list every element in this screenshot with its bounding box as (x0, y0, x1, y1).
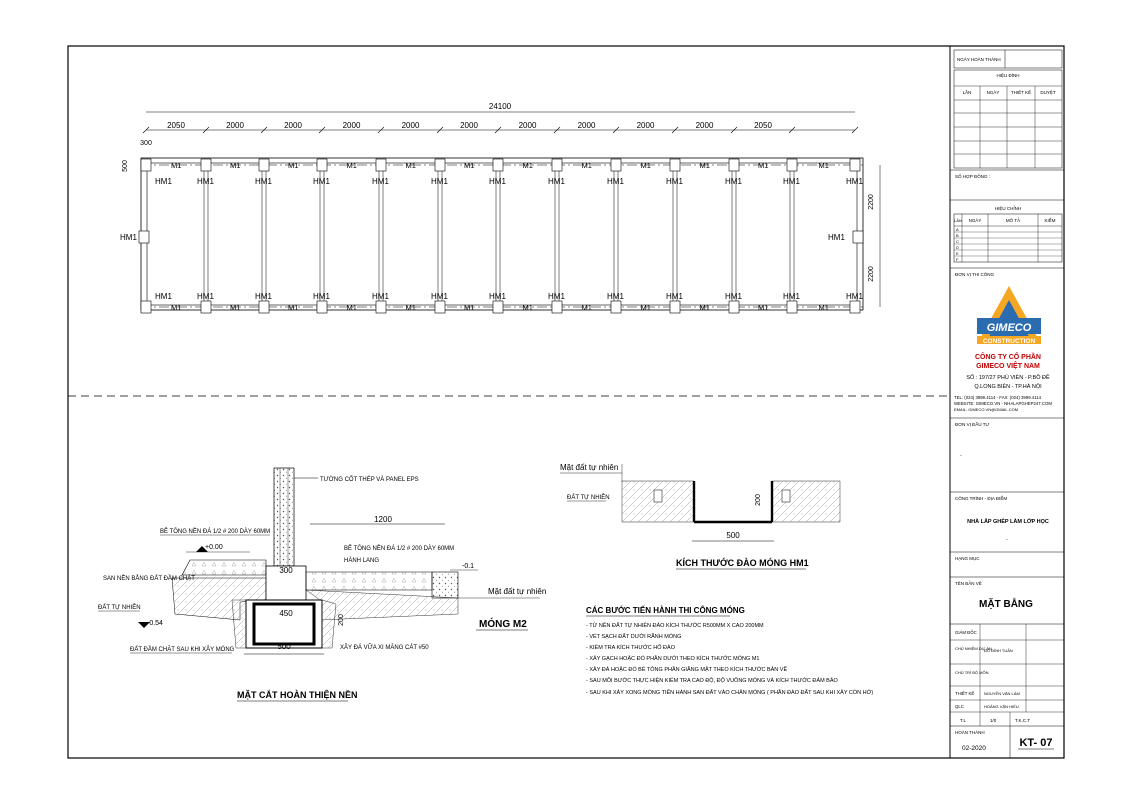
role-label: GIÁM ĐỐC (955, 630, 977, 635)
m1-label: M1 (171, 161, 182, 170)
corr-col: LẦN (954, 218, 962, 223)
sheet-number: KT- 07 (1019, 737, 1053, 749)
fill-label: SAN NỀN BẰNG ĐẤT ĐẦM CHẶT (103, 576, 195, 582)
level-neg01: -0.1 (462, 563, 475, 570)
m1-label: M1 (818, 303, 829, 312)
hm1-label: HM1 (313, 292, 330, 301)
corr-row: A (956, 227, 959, 232)
hm1-label: HM1 (548, 292, 565, 301)
item-label: HẠNG MỤC (955, 556, 980, 561)
hm1-label: HM1 (607, 292, 624, 301)
hm1-pad (552, 301, 562, 313)
hm1-label: HM1 (155, 292, 172, 301)
natural-level-label: Mặt đất tự nhiên (488, 587, 547, 596)
m1-label: M1 (288, 303, 299, 312)
address2: Q.LONG BIÊN - TP.HÀ NỘI (974, 384, 1042, 390)
excavation-dim-500: 500 (726, 531, 740, 540)
span-dimension: 2000 (284, 121, 302, 130)
hm1-pad (435, 159, 445, 171)
excavation-natural-level: Mặt đất tự nhiên (560, 463, 619, 472)
hm1-pad (729, 301, 739, 313)
hm1-label: HM1 (548, 177, 565, 186)
concrete-corridor-label: BÊ TÔNG NỀN ĐÁ 1/2 # 200 DÀY 60MM (344, 546, 455, 552)
role-name: ĐỖ ĐÌNH TUẤN (984, 648, 1013, 653)
email: EMAIL: GIMECO.VN@GMAIL.COM (954, 407, 1019, 412)
hm1-label: HM1 (255, 292, 272, 301)
hm1-pad (141, 159, 151, 171)
m1-label: M1 (522, 303, 533, 312)
corr-row: C (956, 239, 959, 244)
company-line2: GIMECO VIỆT NAM (976, 363, 1040, 370)
span-dimension: 2050 (167, 121, 185, 130)
hm1-pad (611, 301, 621, 313)
hm1-label: HM1 (313, 177, 330, 186)
right-dimension-top: 2200 (868, 194, 875, 210)
hm1-label: HM1 (372, 292, 389, 301)
dim-1200: 1200 (374, 515, 392, 524)
hm1-pad (435, 301, 445, 313)
hm1-label: HM1 (725, 177, 742, 186)
hm1-label: HM1 (197, 292, 214, 301)
hm1-pad (141, 301, 151, 313)
level-neg054: -0.54 (147, 620, 163, 627)
overall-dimension: 24100 (488, 102, 512, 111)
completion-date-label: NGÀY HOÀN THÀNH (957, 57, 1001, 62)
hm1-label: HM1 (846, 177, 863, 186)
hm1-pad (670, 301, 680, 313)
done-value: 02-2020 (962, 745, 986, 752)
role-label: CHỦ TRÌ BỘ MÔN (955, 670, 989, 675)
m1-label: M1 (405, 161, 416, 170)
hm1-label: HM1 (255, 177, 272, 186)
hm1-pad (317, 159, 327, 171)
investor-label: ĐƠN VỊ ĐẦU TƯ (955, 422, 990, 427)
hm1-pad (787, 159, 797, 171)
rev-col: THIẾT KẾ (1010, 90, 1032, 95)
rev-col: DUYỆT (1040, 90, 1056, 95)
hm1-label: HM1 (431, 177, 448, 186)
hm1-label: HM1 (489, 292, 506, 301)
correction-label: HIỆU CHỈNH (994, 206, 1022, 211)
dim-500: 500 (277, 642, 291, 651)
hm1-pad (729, 159, 739, 171)
span-dimension: 2000 (518, 121, 537, 130)
m1-label: M1 (640, 161, 651, 170)
span-dimension: 2050 (754, 121, 772, 130)
corr-row: E (956, 251, 959, 256)
floor-section (98, 468, 546, 701)
m1-label: M1 (288, 161, 299, 170)
m1-label: M1 (818, 161, 829, 170)
span-dimension: 2000 (460, 121, 478, 130)
span-dimension: 2000 (226, 121, 244, 130)
hm1-label: HM1 (155, 177, 172, 186)
revision-label: HIỆU ĐÍNH (996, 73, 1020, 78)
hm1-left-mid: HM1 (120, 233, 137, 242)
construction-steps (586, 605, 873, 696)
tl-label: T.L (960, 718, 967, 723)
steps-title: CÁC BƯỚC TIẾN HÀNH THI CÔNG MÓNG (586, 606, 745, 615)
hm1-label: HM1 (431, 292, 448, 301)
step-item: - TỪ NỀN ĐẤT TỰ NHIÊN ĐÀO KÍCH THƯỚC R500MM X CAO 200MM (586, 623, 764, 629)
m1-label: M1 (346, 303, 357, 312)
eps-wall (274, 468, 294, 566)
excavation-dim-200: 200 (755, 494, 762, 506)
span-dimension: 2000 (636, 121, 655, 130)
excavation-natural-ground: ĐẤT TỰ NHIÊN (567, 495, 610, 501)
offset-dimension: 500 (122, 160, 129, 172)
role-label: CHỦ NHIỆM DỰ ÁN (955, 646, 992, 651)
compacted-label: ĐẤT ĐẦM CHẶT SAU KHI XÂY MÓNG (130, 647, 235, 653)
step-item: - XÂY ĐÁ HOẶC ĐỔ BÊ TÔNG PHẦN GIẰNG MẶT THEO KÍCH THƯỚC BẢN VẼ (586, 667, 788, 673)
m1-label: M1 (464, 303, 475, 312)
dim-450: 450 (279, 609, 293, 618)
hm1-pad (850, 301, 860, 313)
concrete-floor-label: BÊ TÔNG NỀN ĐÁ 1/2 # 200 DÀY 60MM (160, 529, 271, 535)
corr-col: KIỂM (1044, 218, 1056, 223)
m1-label: M1 (171, 303, 182, 312)
natural-ground-label: ĐẤT TỰ NHIÊN (98, 605, 141, 611)
hm1-label: HM1 (725, 292, 742, 301)
m1-label: M1 (464, 161, 475, 170)
tel: TEL: (024) 3999.4114 - FAX: (024) 3999.4114 (954, 395, 1042, 400)
hm1-label: HM1 (783, 177, 800, 186)
role-name: HOÀNG VĂN HIẾU (984, 704, 1019, 709)
hm1-pad (201, 159, 211, 171)
contractor-label: ĐƠN VỊ THI CÔNG (955, 272, 995, 277)
role-label: THIẾT KẾ (955, 691, 975, 696)
m1-label: M1 (699, 303, 710, 312)
m1-label: M1 (230, 303, 241, 312)
step-item: - KIỂM TRA KÍCH THƯỚC HỐ ĐÀO (586, 645, 675, 651)
company-line1: CÔNG TY CỔ PHẦN (975, 354, 1041, 361)
m1-label: M1 (581, 303, 592, 312)
m1-label: M1 (699, 161, 710, 170)
m1-label: M1 (640, 303, 651, 312)
gimeco-logo (977, 286, 1041, 345)
drawing-label: TÊN BẢN VẼ (955, 581, 982, 586)
m1-label: M1 (758, 303, 769, 312)
website: WEBSITE: GIMECO.VN - NHALAPGHEP247.COM (954, 401, 1052, 406)
dim-200: 200 (338, 614, 345, 626)
m1-label: M1 (346, 161, 357, 170)
corr-col: NGÀY (968, 218, 982, 223)
span-dimension: 2000 (342, 121, 361, 130)
corr-row: B (956, 233, 959, 238)
tkct-label: T.K.C.T (1015, 718, 1031, 723)
m1-label: M1 (405, 303, 416, 312)
dim-300: 300 (279, 566, 293, 575)
hm1-pad (259, 159, 269, 171)
span-dimension: 2000 (695, 121, 714, 130)
m1-label: M1 (230, 161, 241, 170)
mortar-label: XÂY ĐÁ VỮA XI MĂNG CÁT #50 (340, 645, 429, 651)
hm1-label: HM1 (607, 177, 624, 186)
level-0: +0.00 (205, 544, 223, 551)
hm1-pad (787, 301, 797, 313)
mong-m2-label: MÓNG M2 (479, 619, 527, 630)
hm1-pad (376, 301, 386, 313)
project-dot: . (1006, 535, 1008, 542)
wall-label: TƯỜNG CỐT THÉP VÀ PANEL EPS (320, 477, 419, 483)
m1-label: M1 (522, 161, 533, 170)
step-item: - VÉT SẠCH ĐẤT DƯỚI RÃNH MÓNG (586, 634, 682, 640)
corr-col: MÔ TẢ (1005, 218, 1021, 223)
span-dimension: 2000 (577, 121, 596, 130)
rev-col: LẦN (962, 90, 972, 95)
title-block (950, 50, 1064, 758)
step-item: - SAU KHI XÂY XONG MÓNG TIẾN HÀNH SAN ĐẤT VÀO CHÂN MÓNG ( PHẦN ĐÀO ĐẤT SAU KHI XÂY CÒN HỞ) (586, 690, 874, 696)
foundation-pads (141, 159, 863, 313)
rev-col: NGÀY (986, 90, 1000, 95)
hm1-pad (850, 159, 860, 171)
project-label: CÔNG TRÌNH - ĐỊA ĐIỂM (955, 496, 1008, 501)
corridor-label: HÀNH LANG (344, 558, 380, 564)
hm1-label: HM1 (783, 292, 800, 301)
hm1-pad (376, 159, 386, 171)
hm1-pad (493, 301, 503, 313)
hm1-label: HM1 (489, 177, 506, 186)
m1-label: M1 (581, 161, 592, 170)
tl-value: 1/0 (990, 718, 997, 723)
contract-label: SỐ HỢP ĐỒNG : (955, 174, 991, 179)
span-dimension: 2000 (401, 121, 420, 130)
corr-row: D (956, 245, 959, 250)
address1: SỐ : 197/27 PHÚ VIÊN - P.BỒ ĐỀ (966, 375, 1050, 381)
step-item: - XÂY GẠCH HOẶC ĐỔ PHẦN DƯỚI THEO KÍCH THƯỚC MÓNG M1 (586, 656, 760, 662)
excavation-title: KÍCH THƯỚC ĐÀO MÓNG HM1 (676, 558, 809, 568)
excavation-detail (560, 463, 840, 569)
end-dimension: 300 (140, 140, 152, 147)
logo-text: GIMECO (986, 322, 1032, 334)
investor-value: . (960, 451, 962, 458)
done-label: HOÀN THÀNH (955, 730, 985, 735)
step-item: - SAU MỖI BƯỚC THỰC HIỆN KIỂM TRA CAO ĐỘ, ĐỘ VUÔNG MÓNG VÀ KÍCH THƯỚC ĐẢM BẢO (586, 678, 838, 684)
hm1-pad (552, 159, 562, 171)
span-dimensions (143, 121, 858, 133)
hm1-pad (201, 301, 211, 313)
right-dimension-bottom: 2200 (868, 266, 875, 282)
role-label: QLC (955, 704, 964, 709)
hm1-pad (611, 159, 621, 171)
m1-label: M1 (758, 161, 769, 170)
hm1-label: HM1 (197, 177, 214, 186)
hm1-pad (259, 301, 269, 313)
corr-row: F (956, 257, 959, 262)
hm1-pad (493, 159, 503, 171)
hm1-label: HM1 (846, 292, 863, 301)
project-value: NHÀ LẮP GHÉP LÀM LỚP HỌC (967, 519, 1049, 525)
hm1-label: HM1 (666, 177, 683, 186)
hm1-right-mid: HM1 (828, 233, 845, 242)
hm1-pad (670, 159, 680, 171)
foundation-plan (120, 102, 880, 313)
logo-sub: CONSTRUCTION (982, 338, 1036, 345)
hm1-label: HM1 (372, 177, 389, 186)
role-name: NGUYỄN VĂN LÂM (984, 691, 1020, 696)
hm1-label: HM1 (666, 292, 683, 301)
drawing-name: MẶT BẰNG (979, 599, 1033, 610)
hm1-pad (317, 301, 327, 313)
section-title: MẶT CẮT HOÀN THIỆN NỀN (237, 690, 358, 700)
